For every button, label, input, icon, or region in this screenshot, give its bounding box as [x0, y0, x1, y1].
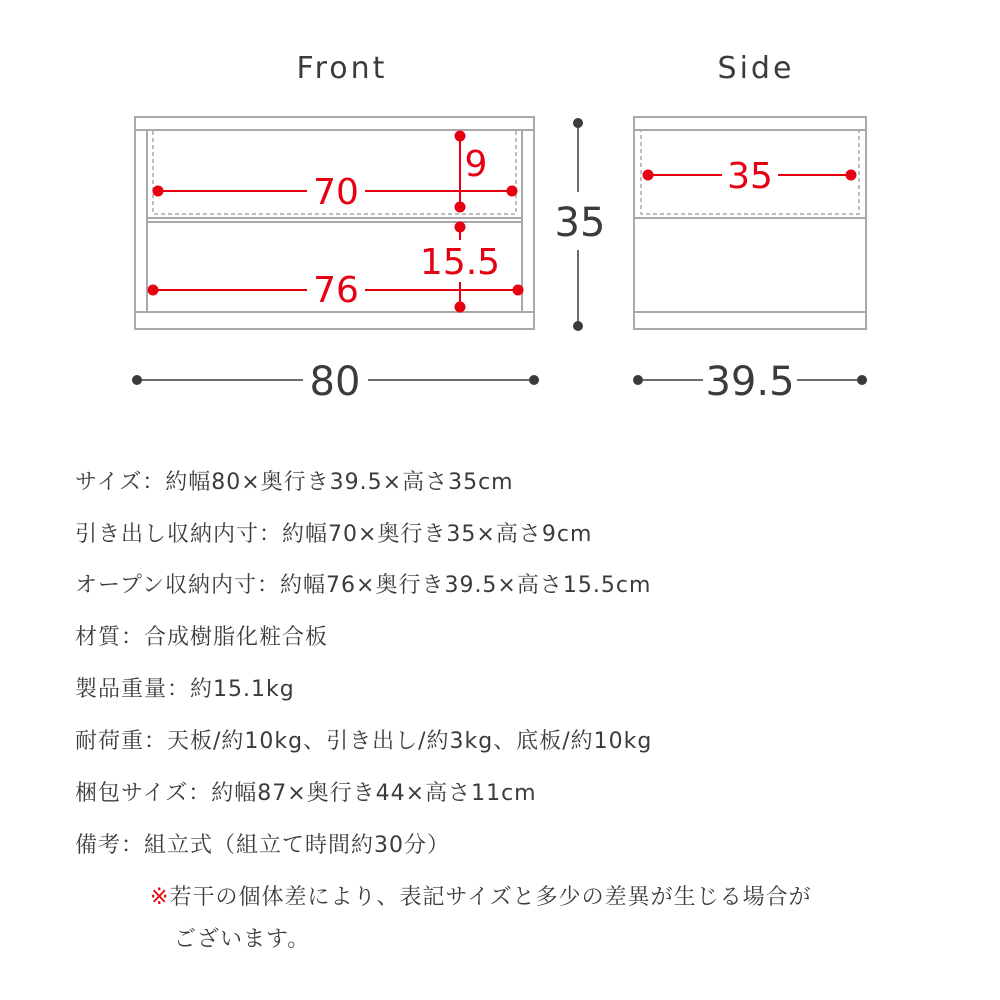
drawer-width-label: 70 [313, 172, 359, 213]
total-width-label: 80 [309, 359, 361, 405]
side-bottom-board [634, 312, 866, 329]
side-depth-right-dot [846, 170, 857, 181]
spec-size: サイズ：約幅80×奥行き39.5×高さ35cm [75, 470, 514, 495]
side-depth-right-end-dot [857, 375, 867, 385]
spec-material: 材質：合成樹脂化粧合板 [75, 625, 329, 650]
total-height-top-dot [573, 118, 583, 128]
drawer-width-right-dot [507, 186, 518, 197]
disclaimer-note [150, 887, 812, 909]
note-line-1: 若干の個体差により、表記サイズと多少の差異が生じる場合が [169, 885, 812, 910]
front-top-board [135, 117, 534, 130]
spec-drawer-inner: 引き出し収納内寸：約幅70×奥行き35×高さ9cm [75, 522, 593, 547]
front-title: Front [296, 51, 388, 86]
note-line-2: ございます。 [174, 927, 311, 952]
side-depth-left-dot [643, 170, 654, 181]
total-width-right-dot [529, 375, 539, 385]
open-width-right-dot [513, 285, 524, 296]
dimension-diagram [0, 0, 1000, 430]
side-inner-depth-label: 35 [727, 156, 773, 197]
side-depth-left-end-dot [633, 375, 643, 385]
side-depth-dimension [633, 359, 867, 405]
side-top-board [634, 117, 866, 130]
drawer-height-top-dot [455, 131, 466, 142]
open-width-left-dot [148, 285, 159, 296]
front-bottom-board [135, 312, 534, 329]
total-width-dimension [132, 359, 539, 405]
spec-load-capacity: 耐荷重：天板/約10kg、引き出し/約3kg、底板/約10kg [75, 729, 653, 754]
side-cabinet [634, 117, 866, 329]
side-title: Side [717, 51, 795, 86]
total-width-left-dot [132, 375, 142, 385]
drawer-width-left-dot [153, 186, 164, 197]
spec-open-inner: オープン収納内寸：約幅76×奥行き39.5×高さ15.5cm [75, 573, 652, 598]
side-inner-dimensions [643, 156, 857, 197]
disclaimer-note-continued [174, 929, 310, 951]
side-depth-label: 39.5 [705, 359, 795, 405]
open-height-bottom-dot [455, 302, 466, 313]
spec-package-size: 梱包サイズ：約幅87×奥行き44×高さ11cm [75, 781, 537, 806]
front-right-panel [522, 130, 534, 312]
open-width-label: 76 [313, 270, 359, 311]
open-height-label: 15.5 [419, 242, 501, 283]
total-height-bottom-dot [573, 321, 583, 331]
total-height-label: 35 [554, 200, 606, 246]
total-height-dimension [555, 118, 606, 331]
note-mark: ※ [150, 885, 170, 910]
drawer-height-bottom-dot [455, 202, 466, 213]
spec-weight: 製品重量：約15.1kg [75, 677, 295, 702]
drawer-height-label: 9 [464, 144, 488, 185]
spec-remarks: 備考：組立式（組立て時間約30分） [75, 833, 450, 858]
front-left-panel [135, 130, 147, 312]
